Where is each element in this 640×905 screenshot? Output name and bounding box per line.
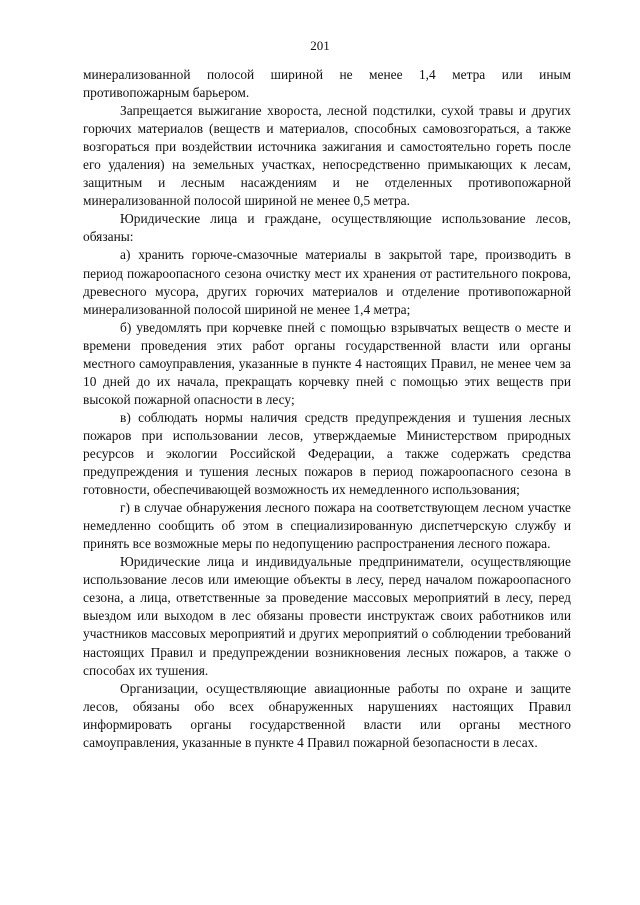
paragraph-item-g: г) в случае обнаружения лесного пожара на соответствующем лесном участке немедленно сообщить об этом в специализированную диспетчерскую службу и принять все возможные меры по недопущению распространения лесного пожара. (83, 500, 571, 552)
paragraph-item-a: а) хранить горюче-смазочные материалы в закрытой таре, производить в период пожароопасного сезона очистку мест их хранения от растительного покрова, древесного мусора, других горючих материалов и отделение противопожарной минерализованной полосой шириной не менее 1,4 метра; (83, 247, 571, 317)
page-number: 201 (310, 38, 330, 53)
paragraph-burning-prohibition: Запрещается выжигание хвороста, лесной подстилки, сухой травы и других горючих материалов (веществ и материалов, способных самовозгораться, а также возгораться при воздействии источника зажигания и самостоятельно гореть после его удаления) на земельных участках, непосредственно примыкающих к лесам, защитным и лесным насаждениям и не отделенных противопожарной минерализованной полосой шириной не менее 0,5 метра. (83, 103, 571, 209)
paragraph-item-b: б) уведомлять при корчевке пней с помощью взрывчатых веществ о месте и времени проведения этих работ органы государственной власти или органы местного самоуправления, указанные в пункте 4 настоящих Правил, не менее чем за 10 дней до их начала, прекращать корчевку пней с помощью этих веществ при высокой пожарной опасности в лесу; (83, 319, 571, 407)
paragraph-continuation: минерализованной полосой шириной не менее 1,4 метра или иным противопожарным барьером. (83, 67, 571, 101)
paragraph-aviation: Организации, осуществляющие авиационные работы по охране и защите лесов, обязаны обо всех обнаруженных нарушениях настоящих Правил информировать органы государственной власти или органы местного самоуправления, указанные в пункте 4 Правил пожарной безопасности в лесах. (83, 680, 571, 750)
document-body (83, 66, 571, 752)
paragraph-briefing: Юридические лица и индивидуальные предприниматели, осуществляющие использование лесов или имеющие объекты в лесу, перед началом пожароопасного сезона, а лица, ответственные за проведение массовых мероприятий в лесу, перед выездом или выходом в лес обязаны провести инструктаж своих работников или участников массовых мероприятий и других мероприятий о соблюдении требований настоящих Правил и предупреждении возникновения лесных пожаров, а также о способах их тушения. (83, 554, 571, 678)
paragraph-obligations-intro: Юридические лица и граждане, осуществляющие использование лесов, обязаны: (83, 211, 571, 245)
paragraph-item-v: в) соблюдать нормы наличия средств предупреждения и тушения лесных пожаров при использовании лесов, утверждаемые Министерством природных ресурсов и экологии Российской Федерации, а также содержать средства предупреждения и тушения лесных пожаров в период пожароопасного сезона в готовности, обеспечивающей возможность их немедленного использования; (83, 409, 571, 498)
